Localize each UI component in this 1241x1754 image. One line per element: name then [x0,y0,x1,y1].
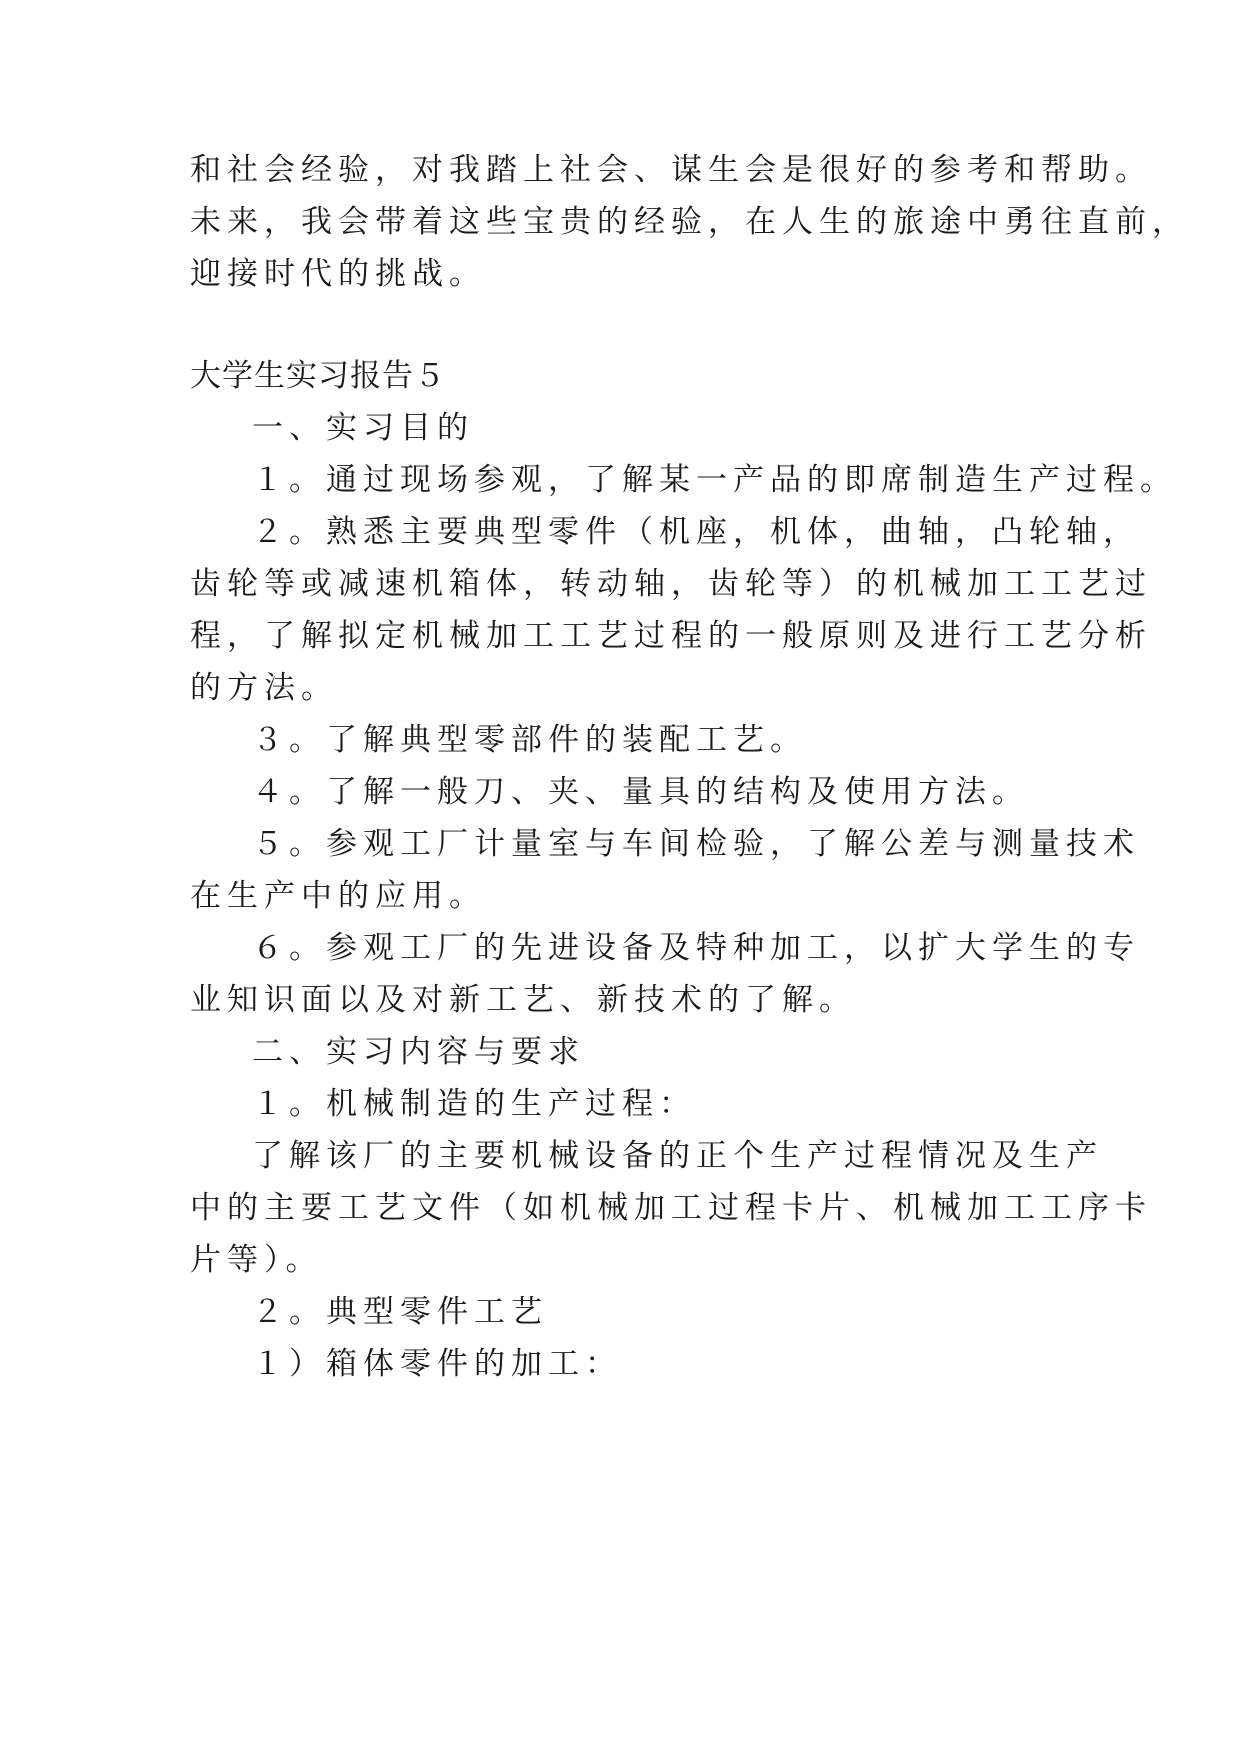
content-subitem: １）箱体零件的加工： [252,1346,622,1382]
content-item-body: 片等）。 [190,1242,323,1278]
goal-item-continuation: 程，了解拟定机械加工工艺过程的一般原则及进行工艺分析 [190,618,1152,654]
goal-item: ３。了解典型零部件的装配工艺。 [252,722,807,758]
content-item-heading: ２。典型零件工艺 [252,1294,548,1330]
document-page [190,0,1189,1754]
report-title: 大学生实习报告５ [190,358,446,394]
goal-item: ６。参观工厂的先进设备及特种加工，以扩大学生的专 [252,930,1140,966]
goal-item: ４。了解一般刀、夹、量具的结构及使用方法。 [252,774,1029,810]
goal-item-continuation: 业知识面以及对新工艺、新技术的了解。 [190,982,856,1018]
content-item-body: 中的主要工艺文件（如机械加工过程卡片、机械加工工序卡 [190,1190,1152,1226]
goal-item: ２。熟悉主要典型零件（机座，机体，曲轴，凸轮轴， [252,514,1140,550]
goal-item-continuation: 在生产中的应用。 [190,878,486,914]
goal-item-continuation: 齿轮等或减速机箱体，转动轴，齿轮等）的机械加工工艺过 [190,566,1152,602]
section-heading: 二、实习内容与要求 [252,1034,585,1070]
goal-item-continuation: 的方法。 [190,670,338,706]
intro-line: 和社会经验，对我踏上社会、谋生会是很好的参考和帮助。 [190,152,1152,188]
content-item-body: 了解该厂的主要机械设备的正个生产过程情况及生产 [252,1138,1103,1174]
intro-line: 未来，我会带着这些宝贵的经验，在人生的旅途中勇往直前， [190,204,1189,240]
goal-item: ５。参观工厂计量室与车间检验，了解公差与测量技术 [252,826,1140,862]
goal-item: １。通过现场参观，了解某一产品的即席制造生产过程。 [252,462,1177,498]
content-item-heading: １。机械制造的生产过程： [252,1086,696,1122]
intro-line: 迎接时代的挑战。 [190,256,486,292]
section-heading: 一、实习目的 [252,410,474,446]
